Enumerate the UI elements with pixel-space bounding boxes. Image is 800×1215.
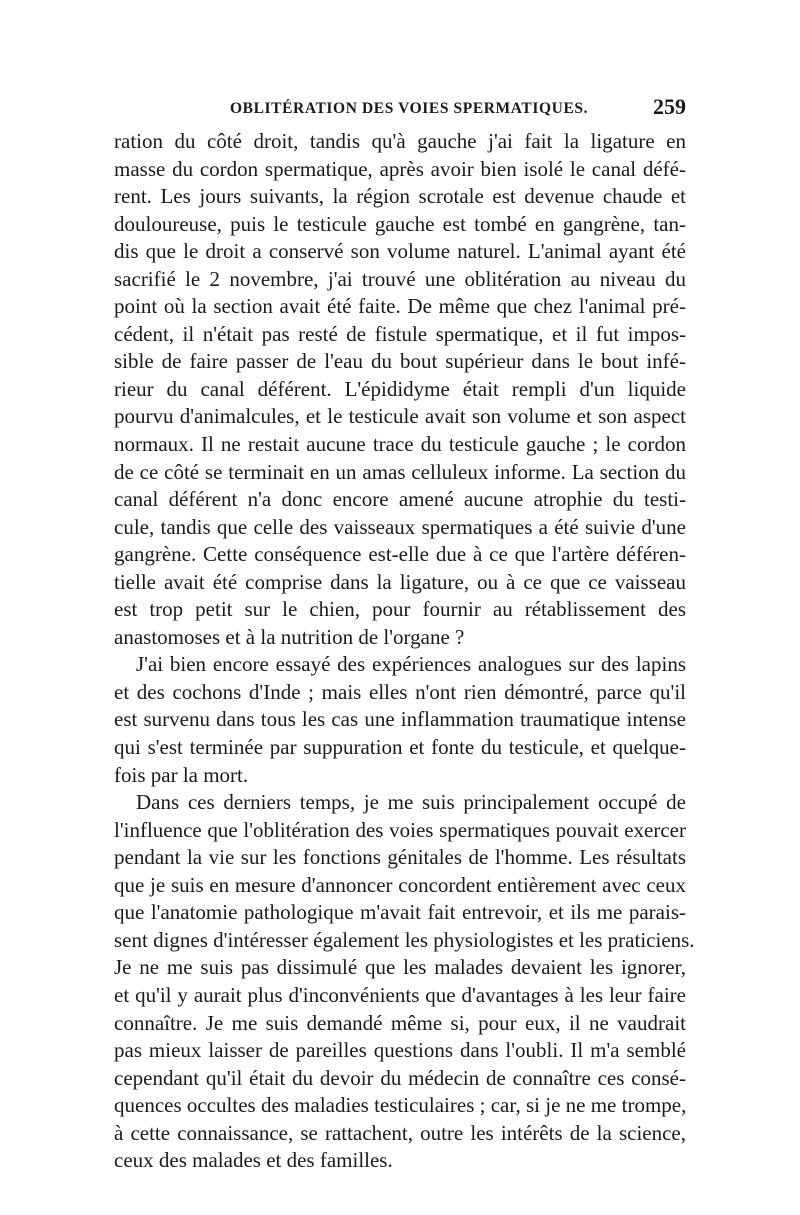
text-line: normaux. Il ne restait aucune trace du testicule gauche ; le cordon — [114, 432, 686, 457]
body-text — [114, 128, 695, 1175]
text-line: ration du côté droit, tandis qu'à gauche j'ai fait la ligature en — [114, 129, 686, 153]
text-line: cependant qu'il était du devoir du médecin de connaître ces consé- — [114, 1065, 686, 1090]
text-line: douloureuse, puis le testicule gauche est tombé en gangrène, tan- — [114, 211, 686, 236]
paragraph-end-line: anastomoses et à la nutrition de l'organe ? — [114, 624, 465, 649]
text-line: pourvu d'animalcules, et le testicule avait son volume et son aspect — [114, 404, 686, 429]
text-line: masse du cordon spermatique, après avoir bien isolé le canal défé- — [114, 156, 686, 181]
text-line: que je suis en mesure d'annoncer concordent entièrement avec ceux — [114, 872, 686, 897]
text-line: connaître. Je me suis demandé même si, pour eux, il ne vaudrait — [114, 1010, 686, 1035]
text-line: rieur du canal déférent. L'épididyme était rempli d'un liquide — [114, 376, 686, 401]
text-line: est trop petit sur le chien, pour fournir au rétablissement des — [114, 597, 686, 622]
text-line: dis que le droit a conservé son volume naturel. L'animal ayant été — [114, 239, 686, 264]
paragraph-end-line: fois par la mort. — [114, 762, 249, 787]
text-line: et des cochons d'Inde ; mais elles n'ont rien démontré, parce qu'il — [114, 679, 686, 704]
paragraph-start-line: Dans ces derniers temps, je me suis principalement occupé de — [136, 790, 686, 815]
text-line: canal déférent n'a donc encore amené aucune atrophie du testi- — [114, 487, 686, 512]
text-line: sent dignes d'intéresser également les physiologistes et les praticiens. — [114, 927, 695, 952]
text-line: tielle avait été comprise dans la ligature, ou à ce que ce vaisseau — [114, 569, 686, 594]
text-line: point où la section avait été faite. De même que chez l'animal pré- — [114, 294, 686, 319]
running-title: OBLITÉRATION DES VOIES SPERMATIQUES. — [230, 100, 589, 117]
text-line: cédent, il n'était pas resté de fistule spermatique, et il fut impos- — [114, 321, 686, 346]
page-header — [114, 96, 686, 126]
text-line: gangrène. Cette conséquence est-elle due à ce que l'artère déféren- — [114, 542, 686, 567]
page-number: 259 — [653, 94, 686, 119]
text-line: pas mieux laisser de pareilles questions dans l'oubli. Il m'a semblé — [114, 1038, 686, 1063]
text-line: à cette connaissance, se rattachent, outre les intérêts de la science, — [114, 1120, 686, 1145]
text-line: de ce côté se terminait en un amas celluleux informe. La section du — [114, 459, 686, 484]
text-line: pendant la vie sur les fonctions génitales de l'homme. Les résultats — [114, 845, 686, 870]
text-line: sible de faire passer de l'eau du bout supérieur dans le bout infé- — [114, 349, 686, 374]
text-line: est survenu dans tous les cas une inflammation traumatique intense — [114, 707, 686, 732]
text-line: sacrifié le 2 novembre, j'ai trouvé une oblitération au niveau du — [114, 266, 686, 291]
paragraph-start-line: J'ai bien encore essayé des expériences analogues sur des lapins — [136, 652, 686, 677]
text-line: qui s'est terminée par suppuration et fonte du testicule, et quelque- — [114, 735, 686, 760]
text-line: l'influence que l'oblitération des voies spermatiques pouvait exercer — [114, 817, 686, 842]
text-line: et qu'il y aurait plus d'inconvénients que d'avantages à les leur faire — [114, 982, 686, 1007]
text-line: quences occultes des maladies testiculaires ; car, si je ne me trompe, — [114, 1093, 687, 1118]
paragraph-end-line: ceux des malades et des familles. — [114, 1148, 393, 1173]
text-line: que l'anatomie pathologique m'avait fait entrevoir, et ils me parais- — [114, 900, 686, 925]
text-line: cule, tandis que celle des vaisseaux spermatiques a été suivie d'une — [114, 514, 686, 539]
text-line: Je ne me suis pas dissimulé que les malades devaient les ignorer, — [114, 955, 686, 980]
text-line: rent. Les jours suivants, la région scrotale est devenue chaude et — [114, 184, 686, 209]
